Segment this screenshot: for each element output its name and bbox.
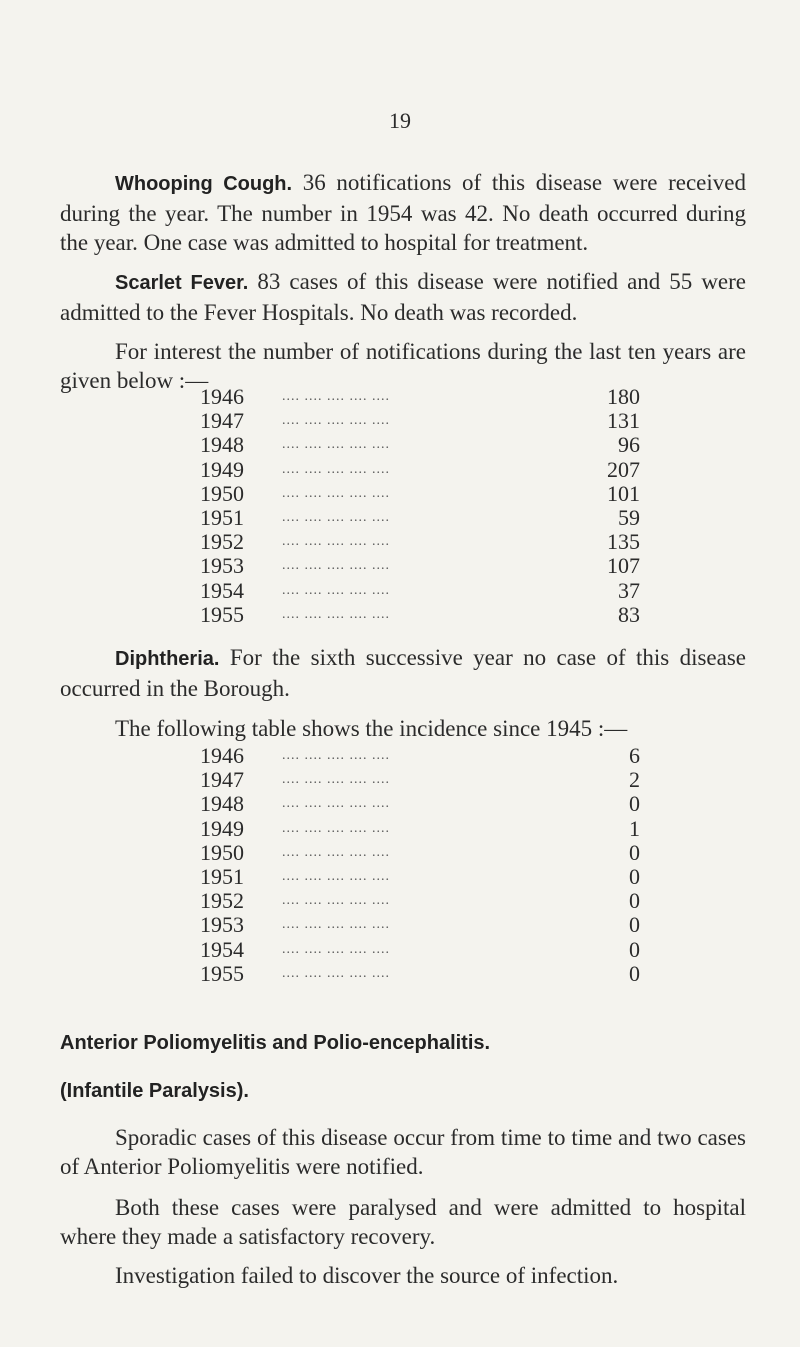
table-value: 6 — [629, 743, 640, 768]
leader-dots: .... .... .... .... .... — [282, 509, 390, 525]
diphtheria-table — [200, 744, 640, 986]
leader-dots: .... .... .... .... .... — [282, 485, 390, 501]
table-year: 1946 — [200, 743, 244, 768]
table-year: 1947 — [200, 767, 244, 793]
leader-dots: .... .... .... .... .... — [282, 413, 390, 429]
table-row — [200, 530, 640, 554]
table-year: 1955 — [200, 601, 244, 627]
leader-dots: .... .... .... .... .... — [282, 748, 390, 763]
table-row — [200, 385, 640, 409]
scarlet-fever-table — [200, 385, 640, 627]
table-year: 1947 — [200, 408, 244, 434]
table-value: 0 — [629, 960, 640, 986]
table-value: 207 — [607, 456, 640, 482]
diphtheria-intro — [60, 714, 746, 743]
table-value: 107 — [607, 553, 640, 579]
leader-dots: .... .... .... .... .... — [282, 893, 390, 909]
leader-dots: .... .... .... .... .... — [282, 461, 390, 477]
table-value: 101 — [607, 480, 640, 506]
table-value: 0 — [629, 791, 640, 817]
page-number: 19 — [389, 108, 411, 133]
table-row — [200, 817, 640, 841]
leader-dots: .... .... .... .... .... — [282, 941, 390, 957]
scarlet-fever-heading: Scarlet Fever. — [115, 272, 249, 294]
table-row — [200, 913, 640, 937]
table-row — [200, 433, 640, 457]
table-year: 1948 — [200, 432, 244, 458]
table-year: 1950 — [200, 839, 244, 865]
table-row — [200, 962, 640, 986]
table-value: 0 — [629, 912, 640, 938]
leader-dots: .... .... .... .... .... — [282, 844, 390, 860]
table-year: 1951 — [200, 504, 244, 530]
table-year: 1950 — [200, 480, 244, 506]
table-value: 2 — [629, 767, 640, 793]
table-year: 1954 — [200, 936, 244, 962]
polio-subheading: (Infantile Paralysis). — [60, 1080, 249, 1102]
leader-dots: .... .... .... .... .... — [282, 965, 390, 981]
table-row — [200, 938, 640, 962]
table-row — [200, 554, 640, 578]
table-row — [200, 458, 640, 482]
polio-paragraph-1 — [60, 1123, 746, 1181]
leader-dots: .... .... .... .... .... — [282, 389, 390, 404]
leader-dots: .... .... .... .... .... — [282, 437, 390, 453]
leader-dots: .... .... .... .... .... — [282, 917, 390, 933]
polio-paragraph-2-text: Both these cases were paralysed and were admitted to hospital where they made a satisfactory recovery. — [60, 1195, 746, 1249]
table-row — [200, 506, 640, 530]
leader-dots: .... .... .... .... .... — [282, 606, 390, 622]
diphtheria-heading: Diphtheria. — [115, 648, 220, 670]
leader-dots: .... .... .... .... .... — [282, 820, 390, 836]
polio-paragraph-2 — [60, 1193, 746, 1251]
table-row — [200, 865, 640, 889]
polio-paragraph-3 — [60, 1261, 746, 1290]
table-row — [200, 889, 640, 913]
whooping-cough-heading: Whooping Cough. — [115, 173, 293, 195]
table-year: 1951 — [200, 863, 244, 889]
leader-dots: .... .... .... .... .... — [282, 558, 390, 574]
table-year: 1949 — [200, 815, 244, 841]
scarlet-fever-text: 83 cases of this disease were notified and 55 were admitted to the Fever Hospitals. No death was recorded. — [60, 269, 747, 325]
polio-heading: Anterior Poliomyelitis and Polio-encephalitis. — [60, 1032, 491, 1054]
table-value: 96 — [618, 432, 640, 458]
leader-dots: .... .... .... .... .... — [282, 772, 390, 788]
table-row — [200, 603, 640, 627]
scarlet-fever-paragraph — [60, 267, 746, 327]
whooping-cough-text: 36 notifications of this disease were received during the year. The number in 1954 was 42. No death occurred during the year. One case was admitted to hospital for treatment. — [60, 170, 746, 255]
table-year: 1946 — [200, 384, 244, 409]
table-value: 0 — [629, 888, 640, 914]
table-row — [200, 579, 640, 603]
table-row — [200, 792, 640, 816]
table-year: 1948 — [200, 791, 244, 817]
leader-dots: .... .... .... .... .... — [282, 534, 390, 550]
table-year: 1949 — [200, 456, 244, 482]
table-value: 0 — [629, 839, 640, 865]
table-row — [200, 744, 640, 768]
scarlet-fever-intro-text: For interest the number of notifications during the last ten years are given below :— — [60, 339, 746, 393]
table-row — [200, 409, 640, 433]
polio-paragraph-1-text: Sporadic cases of this disease occur from time to time and two cases of Anterior Poliomyelitis were notified. — [60, 1125, 746, 1179]
table-year: 1952 — [200, 529, 244, 555]
diphtheria-text: For the sixth successive year no case of this disease occurred in the Borough. — [60, 645, 746, 701]
leader-dots: .... .... .... .... .... — [282, 868, 390, 884]
table-value: 0 — [629, 863, 640, 889]
table-value: 131 — [607, 408, 640, 434]
table-value: 1 — [629, 815, 640, 841]
table-year: 1955 — [200, 960, 244, 986]
table-year: 1952 — [200, 888, 244, 914]
diphtheria-intro-text: The following table shows the incidence since 1945 :— — [115, 716, 628, 741]
table-year: 1953 — [200, 912, 244, 938]
leader-dots: .... .... .... .... .... — [282, 582, 390, 598]
table-row — [200, 768, 640, 792]
table-value: 180 — [607, 384, 640, 409]
table-value: 135 — [607, 529, 640, 555]
polio-paragraph-3-text: Investigation failed to discover the source of infection. — [115, 1263, 619, 1288]
table-value: 83 — [618, 601, 640, 627]
table-value: 59 — [618, 504, 640, 530]
table-value: 0 — [629, 936, 640, 962]
table-row — [200, 482, 640, 506]
table-year: 1953 — [200, 553, 244, 579]
table-year: 1954 — [200, 577, 244, 603]
whooping-cough-paragraph — [60, 168, 746, 257]
leader-dots: .... .... .... .... .... — [282, 796, 390, 812]
table-value: 37 — [618, 577, 640, 603]
table-row — [200, 841, 640, 865]
diphtheria-paragraph — [60, 643, 746, 703]
